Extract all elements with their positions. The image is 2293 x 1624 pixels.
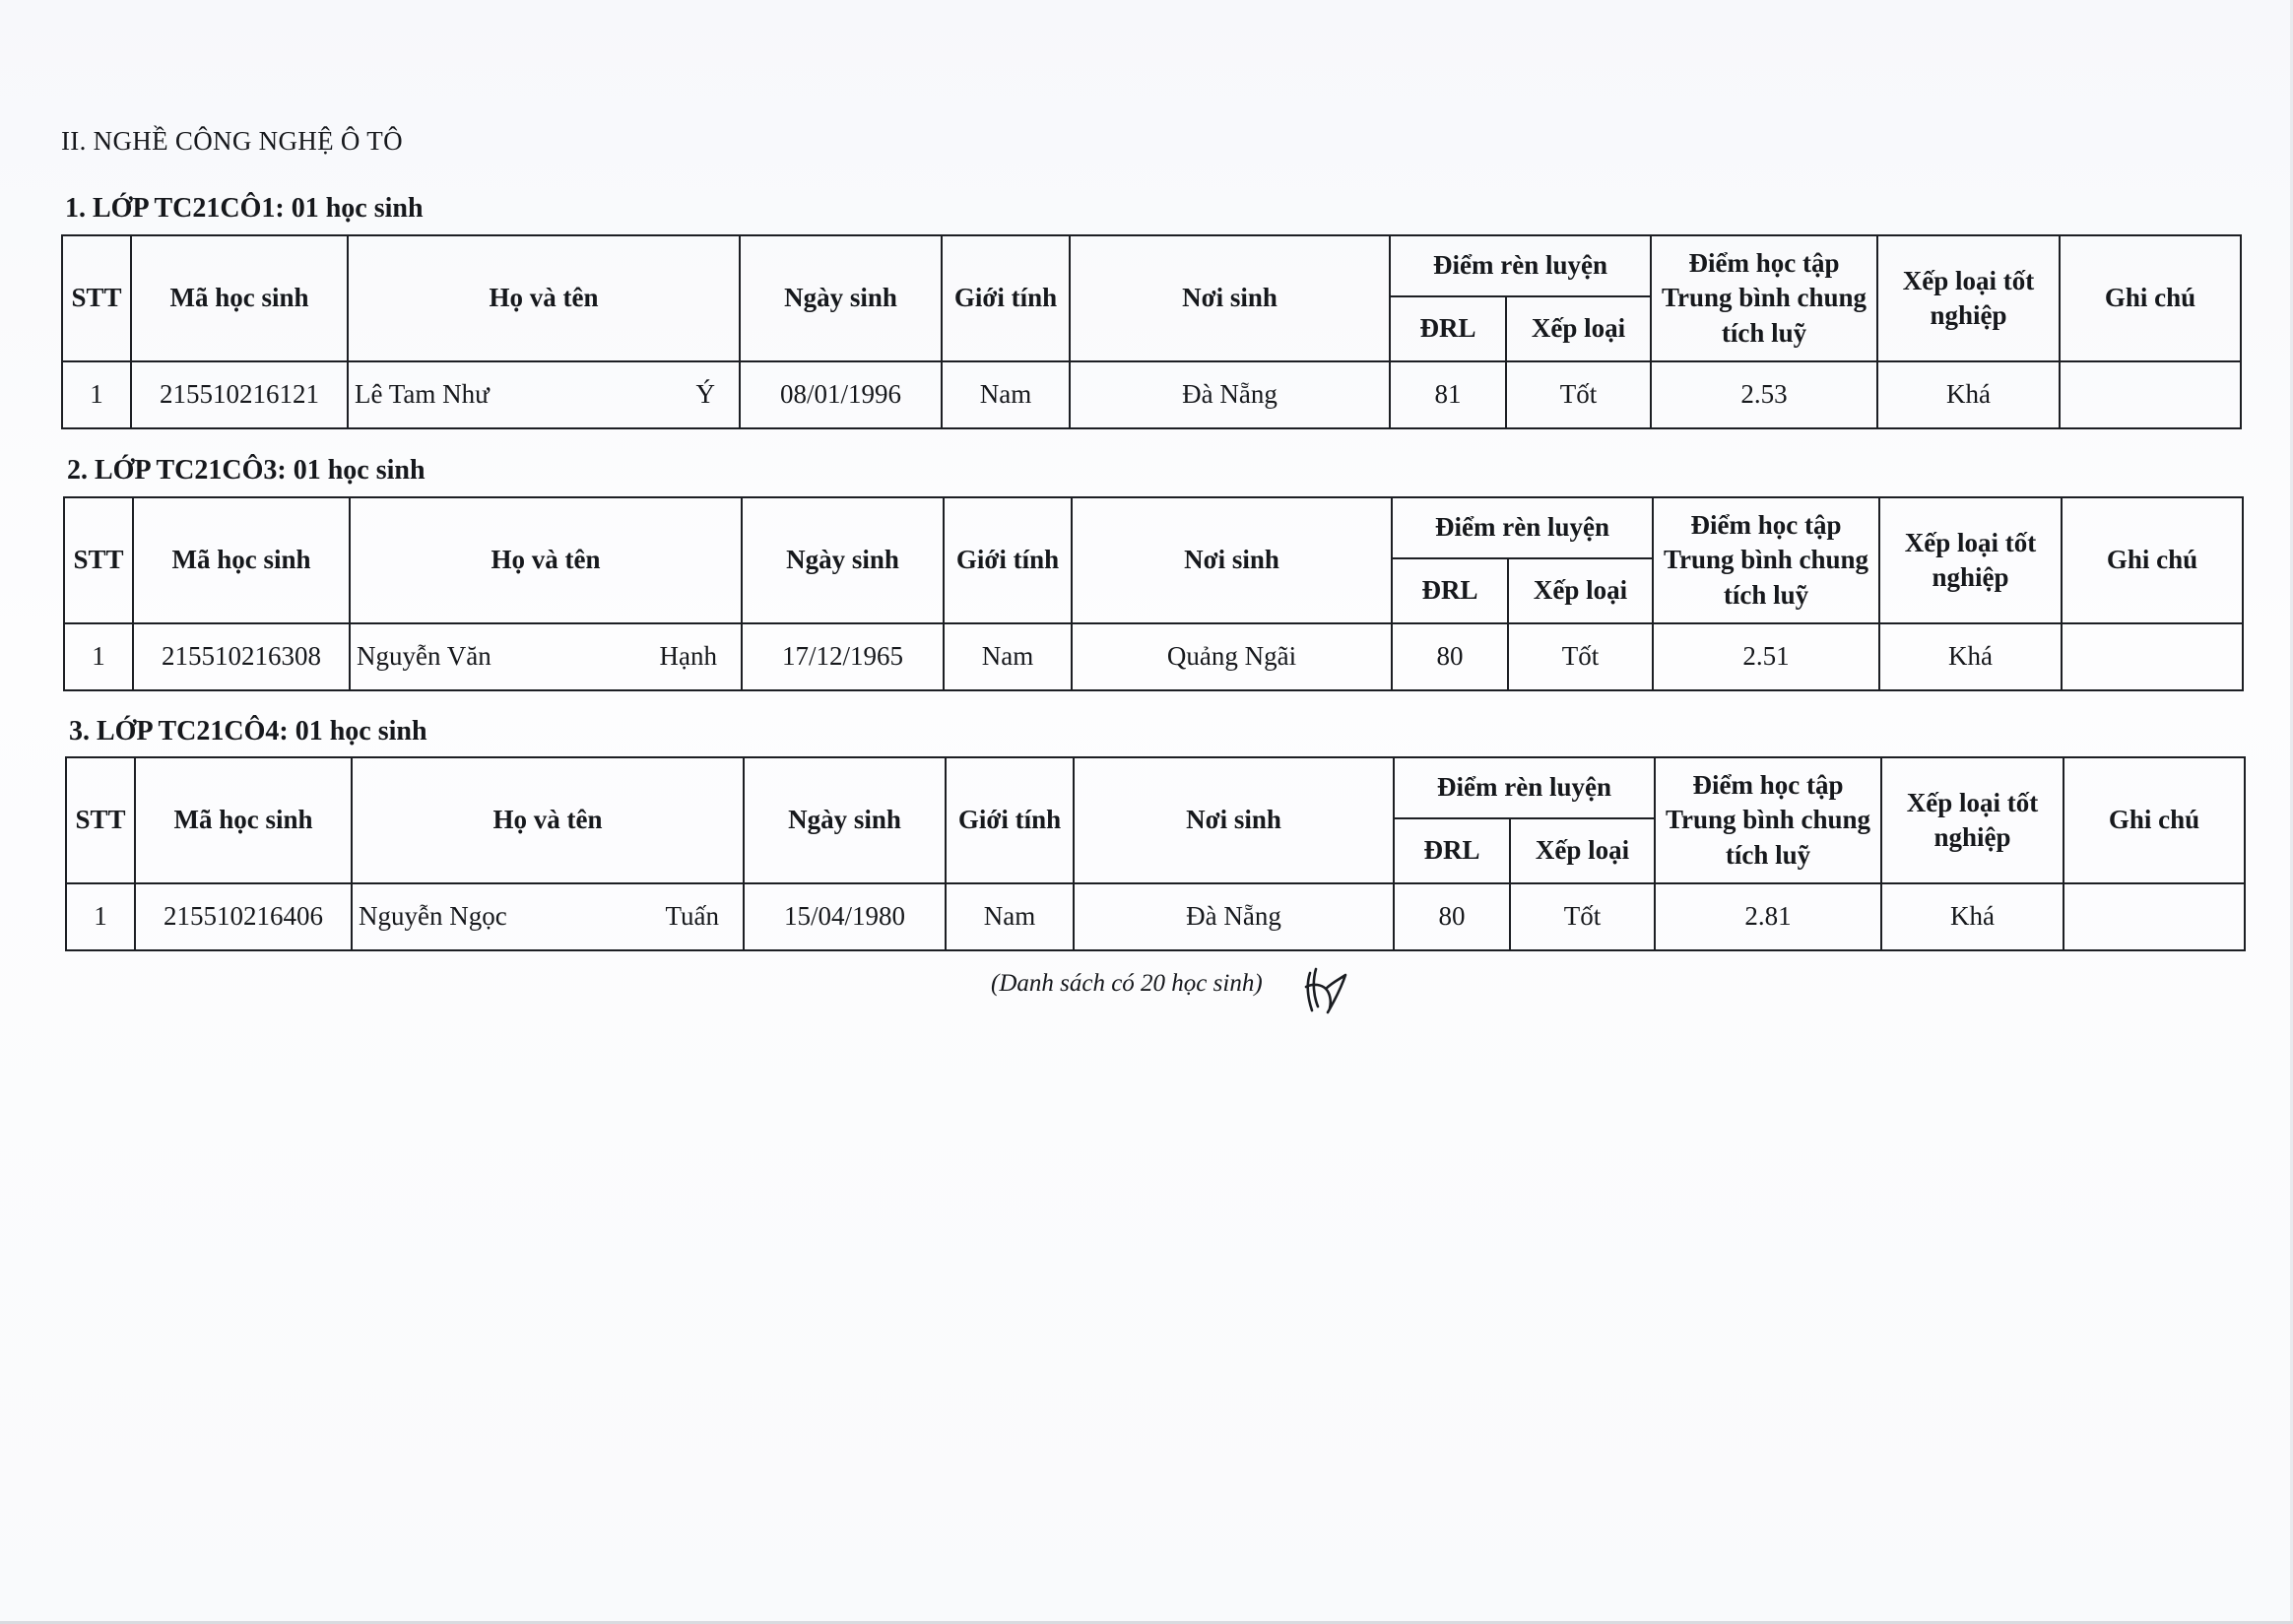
header-ma-hoc-sinh: Mã học sinh — [133, 497, 350, 623]
header-ho-va-ten: Họ và tên — [348, 235, 740, 361]
signature-scribble — [1302, 963, 1349, 1014]
cell-ho-dem: Lê Tam Như — [355, 379, 490, 410]
cell-ho-va-ten — [350, 623, 742, 690]
class-title-2: 2. LỚP TC21CÔ3: 01 học sinh — [67, 455, 426, 486]
header-ho-va-ten: Họ và tên — [352, 757, 744, 883]
header-ghi-chu: Ghi chú — [2064, 757, 2245, 883]
header-diem-ren-luyen: Điểm rèn luyện — [1394, 757, 1655, 818]
cell-drl: 81 — [1390, 361, 1506, 428]
class-title-3: 3. LỚP TC21CÔ4: 01 học sinh — [69, 716, 427, 747]
cell-ho-dem: Nguyễn Văn — [357, 641, 491, 672]
header-ma-hoc-sinh: Mã học sinh — [135, 757, 352, 883]
table-row — [64, 623, 2243, 690]
cell-stt: 1 — [64, 623, 133, 690]
cell-xep-loai: Tốt — [1506, 361, 1651, 428]
class-table-3 — [65, 756, 2246, 951]
cell-ho-va-ten — [348, 361, 740, 428]
footer-note: (Danh sách có 20 học sinh) — [991, 970, 1263, 997]
cell-ma-hoc-sinh: 215510216406 — [135, 883, 352, 950]
cell-ho-dem: Nguyễn Ngọc — [359, 901, 507, 932]
class-table-2 — [63, 496, 2244, 691]
header-diem-hoc-tap: Điểm học tập Trung bình chung tích luỹ — [1651, 235, 1877, 361]
header-noi-sinh: Nơi sinh — [1072, 497, 1392, 623]
initials-signature — [1302, 963, 1349, 1019]
cell-drl: 80 — [1394, 883, 1510, 950]
cell-noi-sinh: Quảng Ngãi — [1072, 623, 1392, 690]
cell-ten: Hạnh — [659, 641, 717, 672]
header-ghi-chu: Ghi chú — [2060, 235, 2241, 361]
header-diem-hoc-tap: Điểm học tập Trung bình chung tích luỹ — [1655, 757, 1881, 883]
cell-diem-tb: 2.53 — [1651, 361, 1877, 428]
cell-stt: 1 — [66, 883, 135, 950]
cell-ngay-sinh: 15/04/1980 — [744, 883, 946, 950]
header-ngay-sinh: Ngày sinh — [740, 235, 942, 361]
header-ghi-chu: Ghi chú — [2062, 497, 2243, 623]
header-stt: STT — [62, 235, 131, 361]
header-xep-loai-tot-nghiep: Xếp loại tốt nghiệp — [1879, 497, 2062, 623]
cell-xep-loai: Tốt — [1508, 623, 1653, 690]
cell-diem-tb: 2.51 — [1653, 623, 1879, 690]
header-xep-loai: Xếp loại — [1510, 818, 1655, 883]
header-ma-hoc-sinh: Mã học sinh — [131, 235, 348, 361]
cell-ho-va-ten — [352, 883, 744, 950]
header-diem-ren-luyen: Điểm rèn luyện — [1392, 497, 1653, 558]
cell-xep-loai-tot-nghiep: Khá — [1877, 361, 2060, 428]
header-noi-sinh: Nơi sinh — [1070, 235, 1390, 361]
cell-drl: 80 — [1392, 623, 1508, 690]
cell-ma-hoc-sinh: 215510216121 — [131, 361, 348, 428]
header-xep-loai-tot-nghiep: Xếp loại tốt nghiệp — [1877, 235, 2060, 361]
cell-ngay-sinh: 17/12/1965 — [742, 623, 944, 690]
cell-ten: Ý — [695, 379, 715, 410]
cell-diem-tb: 2.81 — [1655, 883, 1881, 950]
header-stt: STT — [66, 757, 135, 883]
header-xep-loai-tot-nghiep: Xếp loại tốt nghiệp — [1881, 757, 2064, 883]
header-drl: ĐRL — [1394, 818, 1510, 883]
header-ngay-sinh: Ngày sinh — [744, 757, 946, 883]
header-drl: ĐRL — [1390, 296, 1506, 361]
header-xep-loai: Xếp loại — [1506, 296, 1651, 361]
cell-ten: Tuấn — [665, 901, 719, 932]
cell-ghi-chu — [2064, 883, 2245, 950]
cell-stt: 1 — [62, 361, 131, 428]
header-ho-va-ten: Họ và tên — [350, 497, 742, 623]
cell-xep-loai-tot-nghiep: Khá — [1881, 883, 2064, 950]
class-title-1: 1. LỚP TC21CÔ1: 01 học sinh — [65, 193, 424, 224]
cell-gioi-tinh: Nam — [942, 361, 1070, 428]
cell-xep-loai: Tốt — [1510, 883, 1655, 950]
header-diem-hoc-tap: Điểm học tập Trung bình chung tích luỹ — [1653, 497, 1879, 623]
table-row — [66, 883, 2245, 950]
table-row — [62, 361, 2241, 428]
header-gioi-tinh: Giới tính — [946, 757, 1074, 883]
header-gioi-tinh: Giới tính — [944, 497, 1072, 623]
cell-ma-hoc-sinh: 215510216308 — [133, 623, 350, 690]
header-gioi-tinh: Giới tính — [942, 235, 1070, 361]
header-drl: ĐRL — [1392, 558, 1508, 623]
header-diem-ren-luyen: Điểm rèn luyện — [1390, 235, 1651, 296]
cell-ghi-chu — [2062, 623, 2243, 690]
cell-gioi-tinh: Nam — [944, 623, 1072, 690]
header-xep-loai: Xếp loại — [1508, 558, 1653, 623]
header-stt: STT — [64, 497, 133, 623]
cell-ngay-sinh: 08/01/1996 — [740, 361, 942, 428]
class-table-1 — [61, 234, 2242, 429]
section-title: II. NGHỀ CÔNG NGHỆ Ô TÔ — [61, 126, 403, 156]
header-ngay-sinh: Ngày sinh — [742, 497, 944, 623]
header-noi-sinh: Nơi sinh — [1074, 757, 1394, 883]
cell-noi-sinh: Đà Nẵng — [1070, 361, 1390, 428]
cell-noi-sinh: Đà Nẵng — [1074, 883, 1394, 950]
cell-xep-loai-tot-nghiep: Khá — [1879, 623, 2062, 690]
cell-ghi-chu — [2060, 361, 2241, 428]
cell-gioi-tinh: Nam — [946, 883, 1074, 950]
